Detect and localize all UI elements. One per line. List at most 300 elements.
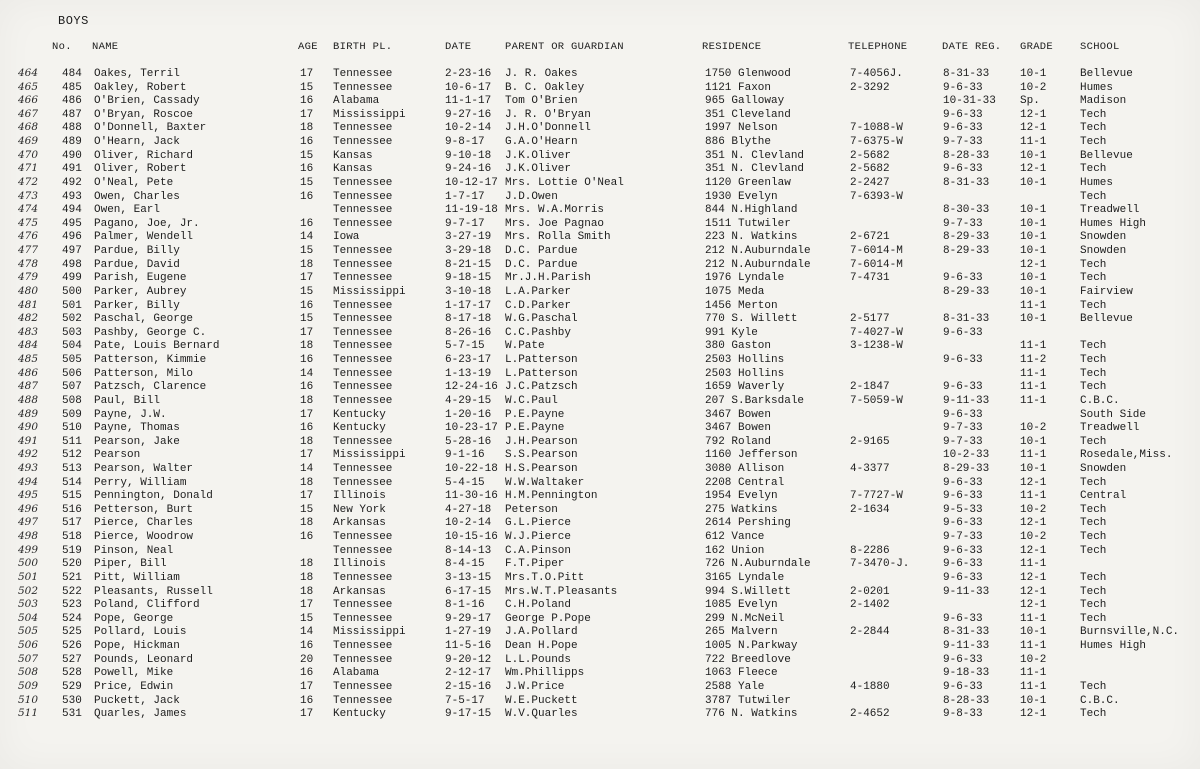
birth-place: Tennessee	[333, 394, 393, 407]
handwritten-number: 490	[18, 421, 39, 434]
date-registered: 9-6-33	[943, 571, 983, 584]
birth-date: 5-7-15	[445, 340, 485, 353]
row-number: 491	[62, 163, 82, 176]
handwritten-number: 486	[18, 366, 39, 379]
header-grade: GRADE	[1020, 41, 1054, 53]
table-row	[0, 259, 1200, 273]
residence: 1005 N.Parkway	[705, 640, 798, 653]
date-registered: 8-29-33	[943, 245, 990, 258]
student-age: 18	[300, 394, 314, 407]
handwritten-number: 499	[18, 543, 39, 556]
parent-guardian: C.C.Pashby	[505, 326, 572, 339]
date-registered: 8-31-33	[943, 68, 990, 80]
student-name: Pennington, Donald	[94, 490, 213, 503]
table-row	[0, 381, 1200, 395]
school: Humes	[1080, 81, 1114, 94]
residence: 3787 Tutwiler	[705, 694, 791, 707]
telephone: 7-4056J.	[850, 68, 903, 80]
residence: 726 N.Auburndale	[705, 558, 811, 571]
student-name: Paschal, George	[94, 313, 194, 326]
handwritten-number: 470	[18, 148, 39, 161]
telephone: 7-1088-W	[850, 122, 903, 135]
student-age: 16	[300, 422, 314, 435]
table-row	[0, 163, 1200, 177]
birth-place: Tennessee	[333, 326, 393, 339]
birth-place: Tennessee	[333, 381, 393, 394]
birth-date: 9-27-16	[445, 108, 492, 121]
birth-date: 1-7-17	[445, 190, 485, 203]
handwritten-number: 479	[18, 271, 39, 284]
birth-place: Tennessee	[333, 571, 393, 584]
handwritten-number: 468	[18, 121, 39, 134]
birth-date: 10-15-16	[445, 531, 498, 544]
grade: 11-1	[1020, 381, 1047, 394]
grade: 11-1	[1020, 449, 1047, 462]
table-row	[0, 109, 1200, 123]
grade: 10-1	[1020, 626, 1047, 639]
school: Tech	[1080, 599, 1107, 612]
table-row	[0, 150, 1200, 164]
student-name: Parker, Aubrey	[94, 285, 187, 298]
telephone: 2-6721	[850, 231, 890, 244]
student-name: Pierce, Charles	[94, 517, 194, 530]
student-name: O'Donnell, Baxter	[94, 122, 207, 135]
parent-guardian: S.S.Pearson	[505, 449, 578, 462]
handwritten-number: 480	[18, 284, 39, 297]
table-row	[0, 272, 1200, 286]
grade: 10-2	[1020, 531, 1047, 544]
birth-place: Tennessee	[333, 435, 393, 448]
residence: 792 Roland	[705, 435, 772, 448]
birth-date: 9-8-17	[445, 136, 485, 149]
student-name: Patterson, Kimmie	[94, 354, 207, 367]
table-row	[0, 313, 1200, 327]
parent-guardian: J.C.Patzsch	[505, 381, 578, 394]
parent-guardian: George P.Pope	[505, 612, 591, 625]
telephone: 2-9165	[850, 435, 890, 448]
handwritten-number: 483	[18, 325, 39, 338]
parent-guardian: Mrs. W.A.Morris	[505, 204, 605, 217]
handwritten-number: 481	[18, 298, 39, 311]
student-name: Oakes, Terril	[94, 68, 180, 80]
handwritten-number: 500	[18, 557, 39, 570]
student-name: Pardue, Billy	[94, 245, 180, 258]
residence: 223 N. Watkins	[705, 231, 798, 244]
birth-date: 3-13-15	[445, 571, 492, 584]
student-age: 18	[300, 517, 314, 530]
birth-place: Alabama	[333, 95, 380, 108]
telephone: 8-2286	[850, 544, 890, 557]
student-name: O'Hearn, Jack	[94, 136, 180, 149]
table-row	[0, 191, 1200, 205]
handwritten-number: 487	[18, 380, 39, 393]
school: Tech	[1080, 612, 1107, 625]
date-registered: 8-28-33	[943, 694, 990, 707]
birth-place: Illinois	[333, 490, 386, 503]
table-row	[0, 286, 1200, 300]
student-age: 17	[300, 599, 314, 612]
row-number: 516	[62, 503, 82, 516]
row-number: 505	[62, 354, 82, 367]
birth-date: 8-17-18	[445, 313, 492, 326]
telephone: 7-6375-W	[850, 136, 903, 149]
row-number: 504	[62, 340, 82, 353]
row-number: 526	[62, 640, 82, 653]
parent-guardian: Tom O'Brien	[505, 95, 578, 108]
student-age: 17	[300, 680, 314, 693]
birth-place: Tennessee	[333, 299, 393, 312]
grade: 11-1	[1020, 612, 1047, 625]
school: Tech	[1080, 571, 1107, 584]
student-name: Oakley, Robert	[94, 81, 187, 94]
student-age: 15	[300, 503, 314, 516]
grade: 12-1	[1020, 544, 1047, 557]
student-age: 15	[300, 176, 314, 189]
grade: 12-1	[1020, 163, 1047, 176]
telephone: 4-1880	[850, 680, 890, 693]
telephone: 2-1847	[850, 381, 890, 394]
parent-guardian: L.A.Parker	[505, 285, 572, 298]
table-row	[0, 545, 1200, 559]
table-row	[0, 245, 1200, 259]
table-row	[0, 599, 1200, 613]
birth-place: Mississippi	[333, 285, 406, 298]
student-age: 16	[300, 640, 314, 653]
table-row	[0, 708, 1200, 722]
handwritten-number: 489	[18, 407, 39, 420]
student-name: Price, Edwin	[94, 680, 174, 693]
grade: 10-1	[1020, 217, 1047, 230]
date-registered: 8-31-33	[943, 626, 990, 639]
school: Tech	[1080, 340, 1107, 353]
residence: 1063 Fleece	[705, 667, 778, 680]
date-registered: 9-6-33	[943, 680, 983, 693]
student-age: 15	[300, 285, 314, 298]
row-number: 484	[62, 68, 82, 80]
header-school: SCHOOL	[1080, 41, 1120, 53]
grade: 10-1	[1020, 285, 1047, 298]
telephone: 7-4027-W	[850, 326, 903, 339]
birth-date: 4-27-18	[445, 503, 492, 516]
student-name: Pierce, Woodrow	[94, 531, 194, 544]
parent-guardian: W.C.Paul	[505, 394, 558, 407]
header-birth-place: BIRTH PL.	[333, 41, 393, 53]
school: Tech	[1080, 299, 1107, 312]
grade: 11-2	[1020, 354, 1047, 367]
residence: 1659 Waverly	[705, 381, 785, 394]
parent-guardian: W.G.Paschal	[505, 313, 578, 326]
birth-date: 8-21-15	[445, 258, 492, 271]
table-row	[0, 231, 1200, 245]
parent-guardian: J. R. Oakes	[505, 68, 578, 80]
student-age: 16	[300, 354, 314, 367]
telephone: 3-1238-W	[850, 340, 903, 353]
birth-date: 8-4-15	[445, 558, 485, 571]
date-registered: 9-7-33	[943, 217, 983, 230]
birth-date: 1-13-19	[445, 367, 492, 380]
parent-guardian: H.S.Pearson	[505, 462, 578, 475]
student-name: Paul, Bill	[94, 394, 161, 407]
school: Central	[1080, 490, 1127, 503]
residence: 722 Breedlove	[705, 653, 791, 666]
date-registered: 9-11-33	[943, 394, 990, 407]
table-row	[0, 667, 1200, 681]
school: Tech	[1080, 136, 1107, 149]
telephone: 2-5682	[850, 163, 890, 176]
date-registered: 9-7-33	[943, 422, 983, 435]
row-number: 502	[62, 313, 82, 326]
residence: 1085 Evelyn	[705, 599, 778, 612]
residence: 351 Cleveland	[705, 108, 791, 121]
date-registered: 9-7-33	[943, 435, 983, 448]
student-age: 14	[300, 367, 314, 380]
birth-place: Mississippi	[333, 108, 406, 121]
residence: 1954 Evelyn	[705, 490, 778, 503]
residence: 991 Kyle	[705, 326, 758, 339]
school: Tech	[1080, 258, 1107, 271]
table-row	[0, 436, 1200, 450]
handwritten-number: 507	[18, 652, 39, 665]
handwritten-number: 465	[18, 80, 39, 93]
date-registered: 9-6-33	[943, 354, 983, 367]
student-age: 18	[300, 476, 314, 489]
school: Bellevue	[1080, 313, 1133, 326]
birth-place: Tennessee	[333, 204, 393, 217]
grade: 10-2	[1020, 503, 1047, 516]
birth-place: Tennessee	[333, 694, 393, 707]
handwritten-number: 476	[18, 230, 39, 243]
row-number: 501	[62, 299, 82, 312]
student-age: 15	[300, 313, 314, 326]
date-registered: 10-2-33	[943, 449, 990, 462]
handwritten-number: 492	[18, 448, 39, 461]
row-number: 495	[62, 217, 82, 230]
birth-date: 5-4-15	[445, 476, 485, 489]
row-number: 496	[62, 231, 82, 244]
student-name: Pearson	[94, 449, 141, 462]
date-registered: 9-6-33	[943, 122, 983, 135]
row-number: 529	[62, 680, 82, 693]
handwritten-number: 509	[18, 679, 39, 692]
birth-place: Tennessee	[333, 176, 393, 189]
student-name: Oliver, Richard	[94, 149, 194, 162]
row-number: 522	[62, 585, 82, 598]
school: Tech	[1080, 476, 1107, 489]
residence: 275 Watkins	[705, 503, 778, 516]
date-registered: 8-29-33	[943, 285, 990, 298]
table-row	[0, 122, 1200, 136]
table-row	[0, 613, 1200, 627]
school: C.B.C.	[1080, 394, 1120, 407]
student-age: 16	[300, 531, 314, 544]
birth-date: 11-30-16	[445, 490, 498, 503]
birth-place: Tennessee	[333, 81, 393, 94]
handwritten-number: 493	[18, 461, 39, 474]
date-registered: 9-6-33	[943, 81, 983, 94]
telephone: 2-1634	[850, 503, 890, 516]
student-age: 14	[300, 231, 314, 244]
grade: 11-1	[1020, 680, 1047, 693]
student-age: 16	[300, 694, 314, 707]
date-registered: 9-6-33	[943, 476, 983, 489]
birth-place: Mississippi	[333, 626, 406, 639]
date-registered: 9-6-33	[943, 272, 983, 285]
student-name: Petterson, Burt	[94, 503, 194, 516]
birth-date: 9-17-15	[445, 708, 492, 721]
handwritten-number: 482	[18, 312, 39, 325]
student-name: O'Brien, Cassady	[94, 95, 200, 108]
date-registered: 9-8-33	[943, 708, 983, 721]
table-row	[0, 558, 1200, 572]
student-age: 18	[300, 435, 314, 448]
residence: 207 S.Barksdale	[705, 394, 805, 407]
residence: 212 N.Auburndale	[705, 245, 811, 258]
residence: 2503 Hollins	[705, 354, 785, 367]
table-row	[0, 136, 1200, 150]
handwritten-number: 477	[18, 244, 39, 257]
handwritten-number: 475	[18, 216, 39, 229]
date-registered: 9-6-33	[943, 108, 983, 121]
grade: 12-1	[1020, 571, 1047, 584]
school: Bellevue	[1080, 68, 1133, 80]
birth-place: New York	[333, 503, 386, 516]
header-age: AGE	[298, 41, 318, 53]
student-age: 17	[300, 326, 314, 339]
birth-place: Tennessee	[333, 272, 393, 285]
row-number: 498	[62, 258, 82, 271]
parent-guardian: Peterson	[505, 503, 558, 516]
row-number: 499	[62, 272, 82, 285]
handwritten-number: 478	[18, 257, 39, 270]
residence: 770 S. Willett	[705, 313, 798, 326]
birth-place: Tennessee	[333, 612, 393, 625]
birth-place: Tennessee	[333, 313, 393, 326]
telephone: 2-0201	[850, 585, 890, 598]
grade: 10-2	[1020, 81, 1047, 94]
telephone: 7-7727-W	[850, 490, 903, 503]
student-age: 18	[300, 340, 314, 353]
table-row	[0, 490, 1200, 504]
grade: 10-1	[1020, 313, 1047, 326]
birth-date: 10-2-14	[445, 122, 492, 135]
birth-date: 2-23-16	[445, 68, 492, 80]
birth-place: Arkansas	[333, 517, 386, 530]
date-registered: 9-6-33	[943, 381, 983, 394]
residence: 2503 Hollins	[705, 367, 785, 380]
row-number: 519	[62, 544, 82, 557]
handwritten-number: 503	[18, 598, 39, 611]
parent-guardian: W.E.Puckett	[505, 694, 578, 707]
grade: 10-1	[1020, 435, 1047, 448]
parent-guardian: B. C. Oakley	[505, 81, 585, 94]
birth-date: 9-1-16	[445, 449, 485, 462]
birth-place: Kansas	[333, 149, 373, 162]
student-age: 17	[300, 708, 314, 721]
student-age: 15	[300, 245, 314, 258]
birth-place: Tennessee	[333, 217, 393, 230]
table-row	[0, 340, 1200, 354]
student-age: 18	[300, 122, 314, 135]
school: Humes High	[1080, 640, 1147, 653]
birth-place: Iowa	[333, 231, 360, 244]
row-number: 489	[62, 136, 82, 149]
date-registered: 9-7-33	[943, 136, 983, 149]
parent-guardian: W.Pate	[505, 340, 545, 353]
table-row	[0, 477, 1200, 491]
birth-place: Mississippi	[333, 449, 406, 462]
birth-date: 8-26-16	[445, 326, 492, 339]
student-name: Poland, Clifford	[94, 599, 200, 612]
grade: 11-1	[1020, 667, 1047, 680]
handwritten-number: 501	[18, 570, 39, 583]
student-name: O'Bryan, Roscoe	[94, 108, 194, 121]
row-number: 523	[62, 599, 82, 612]
parent-guardian: W.V.Quarles	[505, 708, 578, 721]
telephone: 7-4731	[850, 272, 890, 285]
grade: 10-1	[1020, 462, 1047, 475]
residence: 1456 Merton	[705, 299, 778, 312]
row-number: 503	[62, 326, 82, 339]
student-age: 17	[300, 272, 314, 285]
birth-place: Tennessee	[333, 136, 393, 149]
birth-place: Tennessee	[333, 190, 393, 203]
student-age: 18	[300, 585, 314, 598]
birth-place: Tennessee	[333, 340, 393, 353]
telephone: 7-3470-J.	[850, 558, 910, 571]
student-name: Payne, J.W.	[94, 408, 167, 421]
birth-place: Tennessee	[333, 354, 393, 367]
date-registered: 8-29-33	[943, 231, 990, 244]
header-date-reg: DATE REG.	[942, 41, 1002, 53]
residence: 380 Gaston	[705, 340, 772, 353]
student-name: Pate, Louis Bernard	[94, 340, 220, 353]
parent-guardian: Mr.J.H.Parish	[505, 272, 591, 285]
grade: 12-1	[1020, 517, 1047, 530]
residence: 3467 Bowen	[705, 408, 772, 421]
row-number: 492	[62, 176, 82, 189]
header-date: DATE	[445, 41, 472, 53]
school: South Side	[1080, 408, 1147, 421]
handwritten-number: 508	[18, 666, 39, 679]
parent-guardian: C.H.Poland	[505, 599, 572, 612]
birth-date: 10-2-14	[445, 517, 492, 530]
student-age: 17	[300, 490, 314, 503]
residence: 265 Malvern	[705, 626, 778, 639]
residence: 844 N.Highland	[705, 204, 798, 217]
row-number: 494	[62, 204, 82, 217]
birth-place: Tennessee	[333, 680, 393, 693]
student-name: Pitt, William	[94, 571, 180, 584]
school: Treadwell	[1080, 422, 1140, 435]
parent-guardian: Mrs.W.T.Pleasants	[505, 585, 618, 598]
parent-guardian: Mrs. Rolla Smith	[505, 231, 611, 244]
student-age: 15	[300, 612, 314, 625]
parent-guardian: J.H.O'Donnell	[505, 122, 591, 135]
birth-date: 10-6-17	[445, 81, 492, 94]
school: Tech	[1080, 108, 1107, 121]
date-registered: 9-11-33	[943, 585, 990, 598]
birth-date: 9-24-16	[445, 163, 492, 176]
handwritten-number: 469	[18, 135, 39, 148]
handwritten-number: 510	[18, 693, 39, 706]
grade: 12-1	[1020, 585, 1047, 598]
row-number: 520	[62, 558, 82, 571]
grade: 12-1	[1020, 708, 1047, 721]
table-row	[0, 82, 1200, 96]
student-name: Patzsch, Clarence	[94, 381, 207, 394]
residence: 965 Galloway	[705, 95, 785, 108]
telephone: 2-1402	[850, 599, 890, 612]
